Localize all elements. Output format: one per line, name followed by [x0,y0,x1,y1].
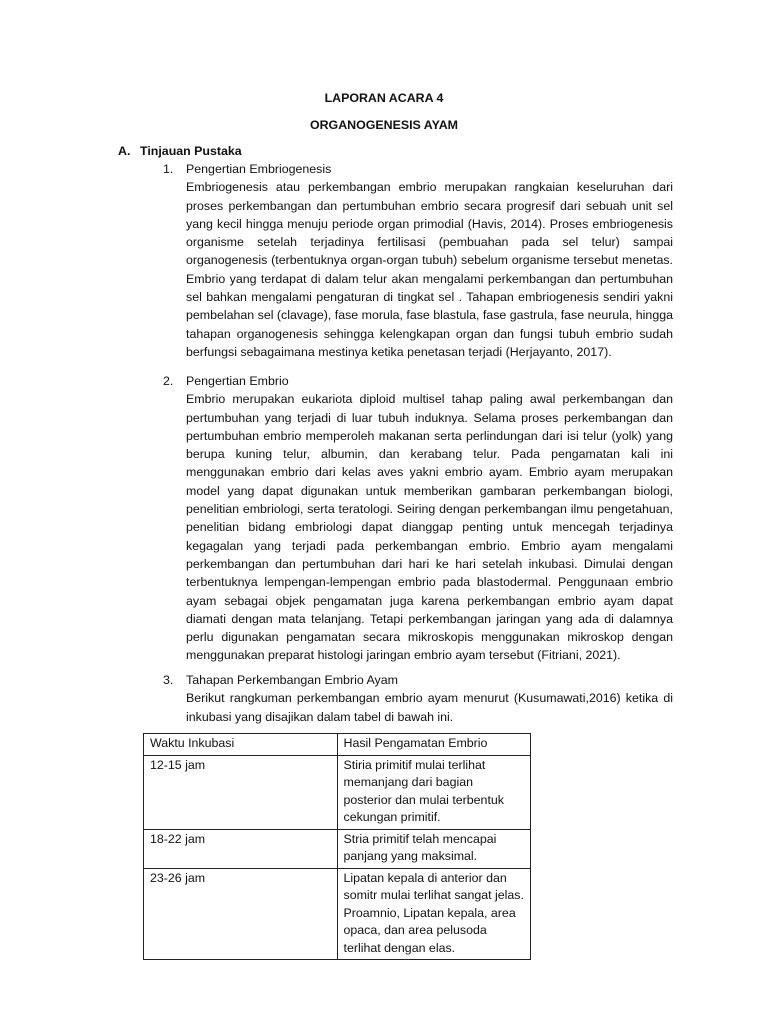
table-cell-result: Stria primitif telah mencapai panjang yang maksimal. [337,829,531,868]
report-title: LAPORAN ACARA 4 [324,91,444,105]
table-row [144,868,531,960]
table-row [144,829,531,868]
table-row [144,755,531,829]
item-number: 3. [163,673,174,687]
item-heading: Pengertian Embriogenesis [186,162,332,176]
incubation-table [143,733,531,960]
table-cell-result: Stiria primitif mulai terlihat memanjang dari bagian posterior dan mulai terbentuk cekungan primitif. [337,755,531,829]
item-number: 1. [163,162,174,176]
table-header-cell: Hasil Pengamatan Embrio [337,734,531,756]
item-heading: Tahapan Perkembangan Embrio Ayam [186,673,398,687]
table-header-row [144,734,531,756]
item-number: 2. [163,374,174,388]
section-letter: A. [118,144,131,158]
table-cell-time: 18-22 jam [144,829,338,868]
table-cell-result: Lipatan kepala di anterior dan somitr mulai terlihat sangat jelas. Proamnio, Lipatan kepala, area opaca, dan area pelusoda terlihat dengan elas. [337,868,531,960]
item-paragraph: Embrio merupakan eukariota diploid multisel tahap paling awal perkembangan dan pertumbuhan yang terjadi di luar tubuh induknya. Selama proses perkembangan dan pertumbuhan embrio memperoleh makanan serta perlindungan dari isi telur (yolk) yang berupa kuning telur, albumin, dan kerabang telur. Pada pengamatan kali ini menggunakan embrio dari kelas aves yakni embrio ayam. Embrio ayam merupakan model yang dapat digunakan untuk memberikan gambaran perkembangan biologi, penelitian embriologi, serta teratologi. Seiring dengan perkembangan ilmu pengetahuan, penelitian bidang embriologi dapat dianggap penting untuk mencegah terjadinya kegagalan yang terjadi pada perkembangan embrio. Embrio ayam mengalami perkembangan dan pertumbuhan dari hari ke hari setelah inkubasi. Dimulai dengan terbentuknya lempengan-lempengan embrio pada blastodermal. Penggunaan embrio ayam sebagai objek pengamatan juga karena perkembangan embrio ayam dapat diamati dengan mata telanjang. Tetapi perkembangan jaringan yang ada di dalamnya perlu digunakan pengamatan secara mikroskopis menggunakan mikroskop dengan menggunakan preparat histologi jaringan embrio ayam tersebut (Fitriani, 2021). [186,392,673,663]
table-cell-time: 23-26 jam [144,868,338,960]
report-subtitle: ORGANOGENESIS AYAM [309,118,459,132]
section-title: Tinjauan Pustaka [140,144,242,158]
section-heading [118,142,242,160]
item-paragraph: Berikut rangkuman perkembangan embrio ayam menurut (Kusumawati,2016) ketika di inkubasi yang disajikan dalam tabel di bawah ini. [186,691,673,724]
table-header-cell: Waktu Inkubasi [144,734,338,756]
table-cell-time: 12-15 jam [144,755,338,829]
item-heading: Pengertian Embrio [186,374,289,388]
item-paragraph: Embriogenesis atau perkembangan embrio merupakan rangkaian keseluruhan dari proses perkembangan dan pertumbuhan embrio secara progresif dari sebuah unit sel yang kecil hingga menuju periode organ primodial (Havis, 2014). Proses embriogenesis organisme setelah terjadinya fertilisasi (pembuahan pada sel telur) sampai organogenesis (terbentuknya organ-organ tubuh) sebelum organisme tersebut menetas. Embrio yang terdapat di dalam telur akan mengalami perkembangan dan pertumbuhan sel bahkan mengalami pengaturan di tingkat sel . Tahapan embriogenesis sendiri yakni pembelahan sel (clavage), fase morula, fase blastula, fase gastrula, fase neurula, hingga tahapan organogenesis sehingga kelengkapan organ dan fungsi tubuh embrio sudah berfungsi sebagaimana mestinya ketika penetasan terjadi (Herjayanto, 2017). [186,180,673,359]
